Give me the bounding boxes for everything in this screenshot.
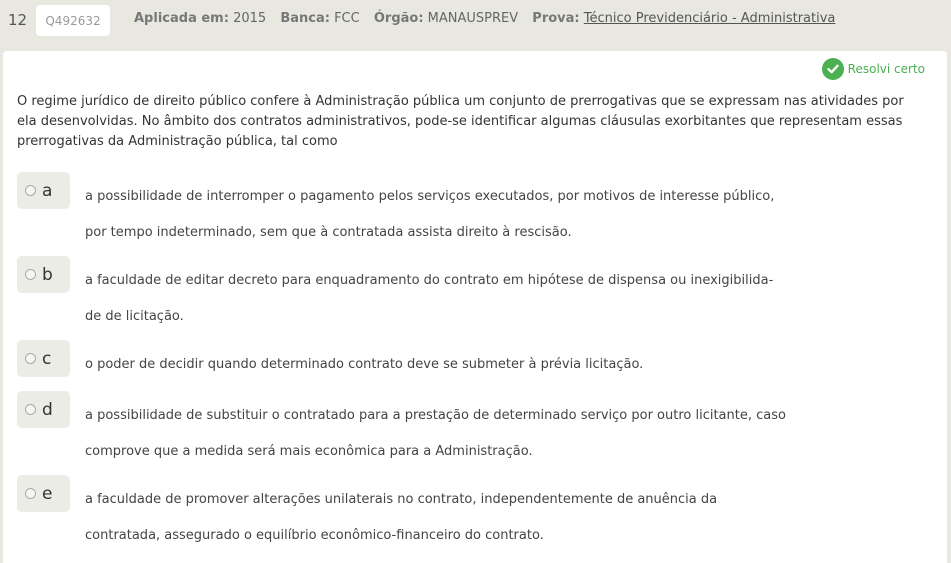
alternative-line: comprove que a medida será mais econômica para a Administração. bbox=[85, 444, 533, 459]
alternative-letter: c bbox=[42, 348, 52, 369]
alternative-line: por tempo indeterminado, sem que à contratada assista direito à rescisão. bbox=[85, 225, 572, 240]
alternative-line: o poder de decidir quando determinado contrato deve se submeter à prévia licitação. bbox=[85, 357, 644, 372]
alternative-d-text bbox=[85, 398, 805, 470]
alternative-b-text bbox=[85, 263, 805, 335]
alternative-e-button[interactable] bbox=[17, 475, 70, 512]
question-id-badge[interactable]: Q492632 bbox=[36, 5, 110, 36]
alternative-e-text bbox=[85, 482, 805, 554]
resolved-label: Resolvi certo bbox=[847, 62, 925, 76]
alternative-line: contratada, assegurado o equilíbrio econômico-financeiro do contrato. bbox=[85, 528, 544, 543]
question-number: 12 bbox=[8, 11, 28, 29]
orgao-label: Órgão: bbox=[373, 11, 424, 26]
radio-icon[interactable] bbox=[25, 353, 36, 364]
alternative-a-text bbox=[85, 179, 805, 251]
resolved-status bbox=[822, 58, 925, 80]
alternative-b-button[interactable] bbox=[17, 256, 70, 293]
radio-icon[interactable] bbox=[25, 488, 36, 499]
alternative-letter: e bbox=[42, 483, 53, 504]
question-statement: O regime jurídico de direito público confere à Administração pública um conjunto de prerrogativas que se expressam nas atividades por ela desenvolvidas. No âmbito dos contratos administrativos, pode-se identificar algumas cláusulas exorbitantes que representam essas prerrogativas da Administração pública, tal como bbox=[17, 94, 904, 149]
check-circle-icon bbox=[822, 58, 844, 80]
alternative-line: a possibilidade de interromper o pagamento pelos serviços executados, por motivos de interesse público, bbox=[85, 189, 775, 204]
prova-link[interactable]: Técnico Previdenciário - Administrativa bbox=[583, 11, 836, 26]
radio-icon[interactable] bbox=[25, 404, 36, 415]
alternative-line: a faculdade de editar decreto para enquadramento do contrato em hipótese de dispensa ou inexigibilida- bbox=[85, 273, 774, 288]
alternative-d-button[interactable] bbox=[17, 391, 70, 428]
question-header bbox=[0, 0, 951, 44]
alternative-c-button[interactable] bbox=[17, 340, 70, 377]
alternative-a-button[interactable] bbox=[17, 172, 70, 209]
prova-label: Prova: bbox=[532, 11, 580, 26]
alternative-letter: a bbox=[42, 180, 53, 201]
question-card bbox=[3, 51, 947, 563]
aplicada-value: 2015 bbox=[233, 11, 267, 26]
radio-icon[interactable] bbox=[25, 185, 36, 196]
alternative-line: a faculdade de promover alterações unilaterais no contrato, independentemente de anuência da bbox=[85, 492, 718, 507]
aplicada-label: Aplicada em: bbox=[134, 11, 229, 26]
banca-label: Banca: bbox=[280, 11, 330, 26]
alternative-letter: b bbox=[42, 264, 53, 285]
alternative-line: de de licitação. bbox=[85, 309, 184, 324]
radio-icon[interactable] bbox=[25, 269, 36, 280]
question-meta bbox=[134, 11, 835, 26]
orgao-value: MANAUSPREV bbox=[427, 11, 519, 26]
alternative-c-text bbox=[85, 347, 805, 383]
banca-value: FCC bbox=[334, 11, 360, 26]
alternative-letter: d bbox=[42, 399, 53, 420]
alternative-line: a possibilidade de substituir o contratado para a prestação de determinado serviço por outro licitante, caso bbox=[85, 408, 786, 423]
